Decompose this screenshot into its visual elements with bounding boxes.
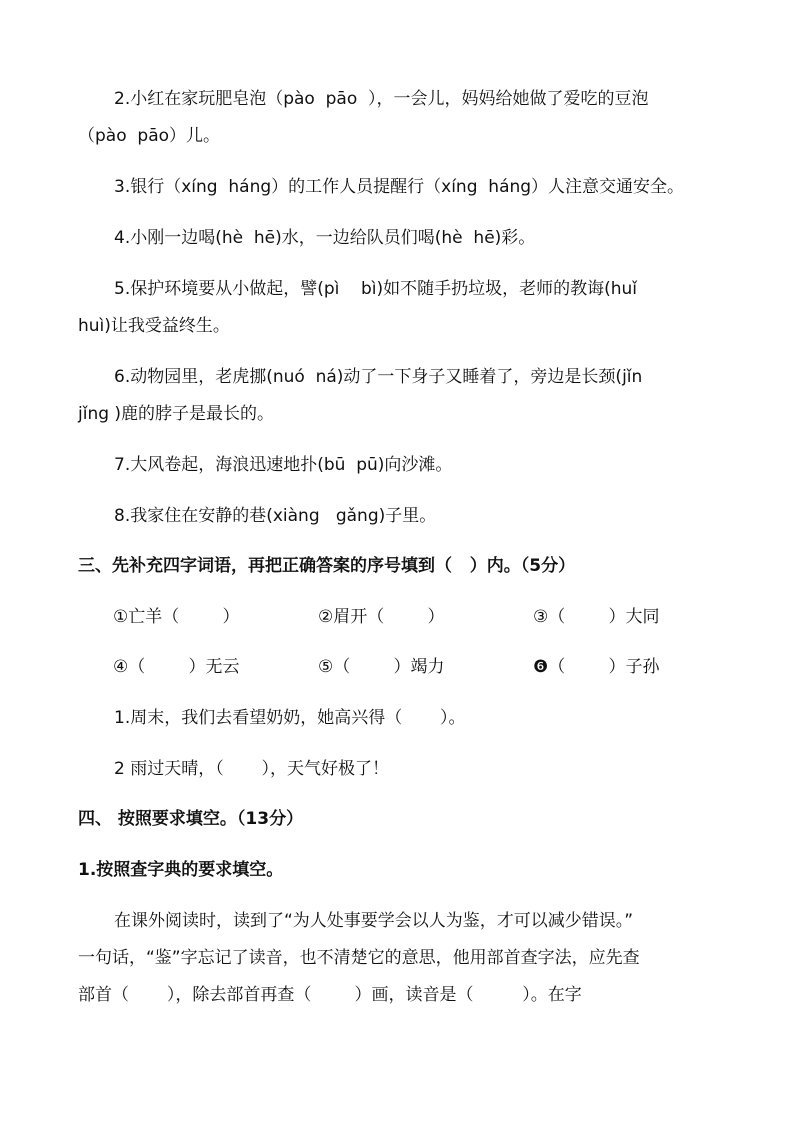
item-3: 3.银行（xíng háng）的工作人员提醒行（xíng háng）人注意交通安全。 xyxy=(114,177,685,197)
item-4: 4.小刚一边喝(hè hē)水，一边给队员们喝(hè hē)彩。 xyxy=(114,228,536,248)
item-7: 7.大风卷起，海浪迅速地扑(bū pū)向沙滩。 xyxy=(114,455,453,475)
section-3-question-1: 1.周末，我们去看望奶奶，她高兴得（ ）。 xyxy=(114,708,466,728)
option-4: ④（ ）无云 xyxy=(113,657,240,677)
option-5: ⑤（ ）竭力 xyxy=(318,657,445,677)
option-6: ❻（ ）子孙 xyxy=(533,657,660,677)
item-6-line2: jǐng )鹿的脖子是最长的。 xyxy=(78,404,275,424)
item-5-line2: huì)让我受益终生。 xyxy=(78,316,230,336)
item-8: 8.我家住在安静的巷(xiàng gǎng)子里。 xyxy=(114,506,437,526)
section-3-question-2: 2 雨过天晴，（ ），天气好极了！ xyxy=(114,759,390,779)
item-2-line2: （pào pāo）儿。 xyxy=(78,126,221,146)
option-2: ②眉开（ ） xyxy=(318,607,445,627)
item-6-line1: 6.动物园里，老虎挪(nuó ná)动了一下身子又睡着了，旁边是长颈(jǐn xyxy=(114,367,643,387)
section-4-heading: 四、 按照要求填空。（13分） xyxy=(78,809,304,829)
section-4-paragraph-line2: 一句话，“鉴”字忘记了读音，也不清楚它的意思，他用部首查字法，应先查 xyxy=(78,948,640,968)
item-5-line1: 5.保护环境要从小做起，譬(pì bì)如不随手扔垃圾，老师的教诲(huǐ xyxy=(114,279,638,299)
item-2-line1: 2.小红在家玩肥皂泡（pào pāo ），一会儿，妈妈给她做了爱吃的豆泡 xyxy=(114,89,649,109)
option-1: ①亡羊（ ） xyxy=(113,607,240,627)
section-3-heading: 三、先补充四字词语，再把正确答案的序号填到（ ）内。（5分） xyxy=(78,556,576,576)
option-3: ③（ ）大同 xyxy=(533,607,660,627)
section-4-subheading: 1.按照查字典的要求填空。 xyxy=(78,860,284,880)
section-4-paragraph-line1: 在课外阅读时，读到了“为人处事要学会以人为鉴，才可以减少错误。” xyxy=(114,911,634,931)
section-4-paragraph-line3: 部首（ ），除去部首再查（ ）画，读音是（ ）。在字 xyxy=(78,985,582,1005)
